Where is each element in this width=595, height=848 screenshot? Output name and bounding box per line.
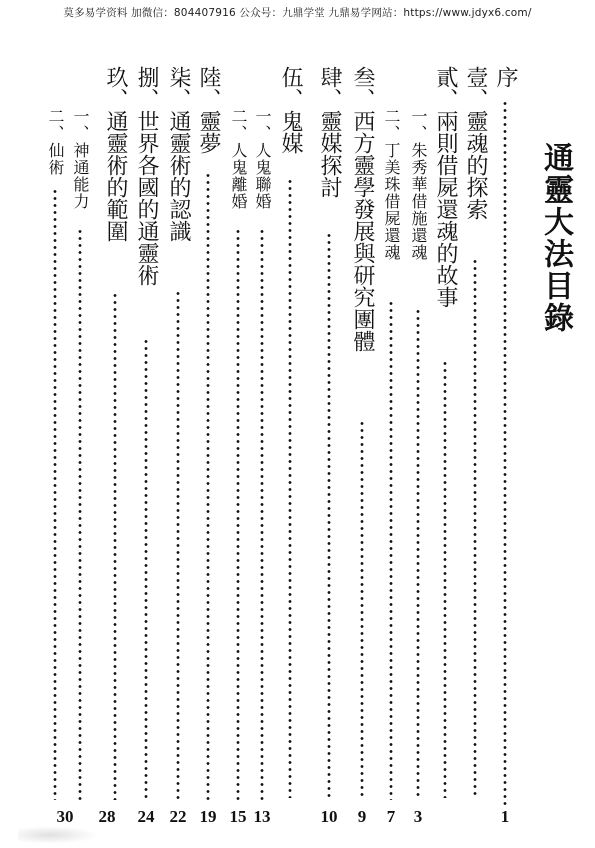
leader-dots [288, 178, 292, 798]
toc-page-number: 1 [500, 807, 510, 826]
leader-dots [327, 232, 331, 800]
source-watermark-header: 莫多易学资料 加微信：804407916 公众号：九鼎学堂 九鼎易学网站：https://www.jdyx6.com/ [63, 7, 532, 19]
leader-dots [206, 172, 210, 800]
leader-dots [389, 300, 393, 800]
toc-page-number: 7 [386, 807, 396, 826]
leader-dots [260, 228, 264, 800]
toc-page-number: 13 [253, 807, 271, 826]
leader-dots [236, 228, 240, 800]
toc-entry-label: 肆、靈媒探討 [317, 66, 342, 198]
toc-entry-label: 二、人鬼離婚 [229, 108, 248, 210]
leader-dots [416, 308, 420, 800]
leader-dots [78, 228, 82, 800]
toc-entry-label: 二、仙術 [46, 108, 65, 176]
toc-page-number: 30 [56, 807, 74, 826]
toc-page-number: 9 [357, 807, 367, 826]
leader-dots [473, 258, 477, 798]
scan-smudge [18, 826, 98, 844]
toc-page-number: 10 [320, 807, 338, 826]
toc-entry-label: 一、神通能力 [71, 108, 90, 210]
toc-page-number: 3 [413, 807, 423, 826]
toc-entry-label: 一、人鬼聯婚 [253, 108, 272, 210]
leader-dots [443, 360, 447, 798]
leader-dots [503, 100, 507, 805]
leader-dots [53, 188, 57, 800]
toc-entry-label: 序 [493, 66, 518, 88]
toc-entry-label: 伍、鬼媒 [278, 66, 303, 154]
leader-dots [176, 290, 180, 800]
toc-page-number: 15 [229, 807, 247, 826]
toc-page-number: 24 [137, 807, 155, 826]
toc-page-number: 22 [169, 807, 187, 826]
toc-entry-label: 壹、靈魂的探索 [463, 66, 488, 220]
toc-entry-label: 二、丁美珠借屍還魂 [382, 108, 401, 261]
leader-dots [360, 420, 364, 800]
toc-entry-label: 貳、兩則借屍還魂的故事 [433, 66, 458, 308]
toc-entry-label: 陸、靈夢 [196, 66, 221, 154]
toc-entry-label: 一、朱秀華借施還魂 [409, 108, 428, 261]
page-title: 通靈大法目錄 [538, 142, 573, 334]
toc-entry-label: 柒、通靈術的認識 [166, 66, 191, 242]
toc-entry-label: 叁、西方靈學發展與研究團體 [350, 66, 375, 352]
toc-page-number: 28 [98, 807, 116, 826]
toc-entry-label: 玖、通靈術的範圍 [103, 66, 128, 242]
toc-entry-label: 捌、世界各國的通靈術 [134, 66, 159, 286]
leader-dots [144, 338, 148, 800]
leader-dots [113, 292, 117, 800]
toc-page-number: 19 [199, 807, 217, 826]
